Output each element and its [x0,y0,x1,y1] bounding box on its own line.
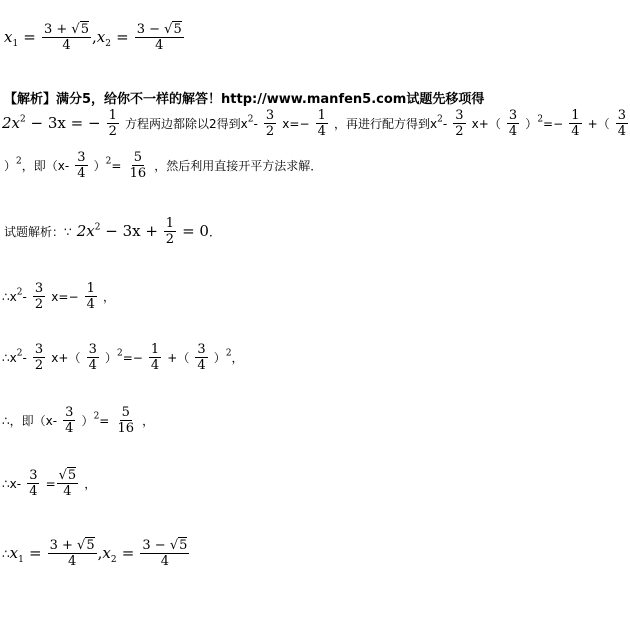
ji-text: ，即（x- [21,159,70,173]
final-num2: 3 − [142,538,170,553]
step1-minus: - [22,290,27,304]
b-den-3: 4 [77,166,86,181]
eq-end: = 0 [182,222,209,240]
s1-q-num: 1 [86,281,95,296]
f3-den-2: 2 [455,124,464,139]
s4-b-den: 4 [29,484,38,499]
step4-three-quarters [27,468,39,499]
half-num: 1 [108,108,117,123]
step2-tail: ， [231,351,244,365]
final-num1: 3 + [49,538,78,553]
s2-f3-num: 3 [34,342,44,357]
step3-three-quarters [63,405,75,436]
therefore-symbol-4: ∴ [2,477,10,491]
therefore-symbol-5: ∴ [2,547,10,561]
top-solution [4,22,185,53]
lhs-rest: − 3x = − [25,114,101,132]
f3-num: 3 [265,108,275,123]
three-quarters-2 [616,108,628,139]
q-num-2: 1 [571,108,580,123]
step3-five-sixteenths [115,405,136,436]
step2-sq: 2 [116,348,123,359]
sup-3: 2 [105,156,112,167]
minus-2: - [442,117,448,131]
step3-tail: ， [142,414,155,428]
lhs: 2x [2,114,21,132]
x1-fraction [42,22,91,53]
s2-b-num: 3 [88,342,97,357]
b-den: 4 [508,124,518,139]
s3-b-den: 4 [65,421,74,436]
three-halves-2 [453,108,465,139]
therefore-symbol: ∴ [2,290,10,304]
final-x1-fraction [48,538,97,569]
step1-sup: 2 [16,287,23,298]
quarter [316,108,328,139]
s2-b-num-2: 3 [197,342,206,357]
comma: , [91,28,97,46]
q-den-2: 4 [571,124,580,139]
final-eq-2: = [121,544,135,562]
b-num-3: 3 [77,150,86,165]
final-eq: = [28,544,42,562]
x2-radicand: 5 [173,22,182,37]
step4-tail: ， [84,477,97,491]
step3-close: ） [81,414,94,428]
half-num-2: 1 [165,216,174,231]
final-rad1: 5 [86,538,95,553]
step4-eq: = [45,477,56,491]
plus-paren: +（ [587,117,610,131]
final-x1-sub: 1 [18,555,24,566]
three-halves [264,108,276,139]
s2-b-den-2: 4 [197,358,206,373]
half-den: 2 [108,124,117,139]
sqrt-icon-4: √5 [77,538,95,553]
x2-num-prefix: 3 − [136,22,165,37]
step1-x: x [9,290,17,304]
x1-num-prefix: 3 + [43,22,72,37]
x-sup: 2 [247,114,254,125]
step3-open: ，即（x- [9,414,58,428]
step2-x: x [9,351,17,365]
final-den2: 4 [160,554,170,569]
step2-close: ） [104,351,117,365]
solution-step-3 [2,405,154,436]
s4-b-num: 3 [29,468,38,483]
x-plus: x+（ [471,117,501,131]
step2-three-quarters [87,342,99,373]
x1-sub: 1 [12,39,19,50]
x1-den: 4 [62,38,71,53]
final-x1: x [9,544,19,562]
because-symbol: ∵ [64,225,72,239]
q-den: 4 [317,124,326,139]
eq-main: 2x [76,222,95,240]
half-den-2: 2 [165,232,174,247]
b-num: 3 [508,108,518,123]
step2-eq-minus: =− [122,351,143,365]
analysis-line-1 [2,108,629,139]
step2-quarter [149,342,161,373]
therefore-symbol-3: ∴ [2,414,10,428]
step2-sq-2: 2 [225,348,232,359]
step4-sqrt-fraction [57,468,79,499]
s2-q-den: 4 [150,358,160,373]
step3-eq: = [99,414,110,428]
f3-den: 2 [265,124,275,139]
step2-sup: 2 [16,348,23,359]
final-comma: , [97,544,103,562]
q-num: 1 [317,108,326,123]
final-x2-fraction [140,538,189,569]
s3-b-num: 3 [65,405,74,420]
solution-step-4 [2,468,96,499]
sup-2: 2 [16,156,22,167]
b-den-2: 4 [617,124,627,139]
quarter-2 [569,108,581,139]
s4-den: 4 [63,484,72,499]
half-fraction [107,108,119,139]
final-x2-sub: 2 [110,555,117,566]
sqrt-icon-3: √5 [58,468,77,483]
analysis-header: 【解析】满分5，给你不一样的解答！http://www.manfen5.com试题先移项得 [4,92,485,107]
tail-text: ，然后利用直接开平方法求解． [154,159,323,173]
solution-step-1 [2,281,115,312]
step3-sup: 2 [93,411,100,422]
step4-minus: - [16,477,22,491]
b-num-2: 3 [617,108,627,123]
step2-three-halves [33,342,45,373]
minus: - [253,117,258,131]
step1-tail: ， [102,290,115,304]
eq-minus: =− [543,117,564,131]
eq-sign: = [23,28,36,46]
s1-f3-num: 3 [34,281,44,296]
sqrt-icon-2: √5 [164,22,182,37]
step2-plus-paren: +（ [167,351,190,365]
eq-mid: − 3x + [100,222,163,240]
therefore-symbol-2: ∴ [2,351,10,365]
eq-sign-2: = [116,28,129,46]
eq-2: = [111,159,122,173]
x-sup-2: 2 [437,114,443,125]
x2-var: x [96,28,106,46]
three-quarters [507,108,519,139]
s1-f3-den: 2 [34,297,44,312]
half-fraction-2 [164,216,176,247]
f3-num-2: 3 [455,108,464,123]
close-paren-3: ） [93,159,106,173]
step2-xplus: x+（ [51,351,81,365]
sq-sup: 2 [537,114,544,125]
sqrt-icon: √5 [71,22,89,37]
step2-minus: - [22,351,27,365]
s1-q-den: 4 [86,297,95,312]
final-x2: x [102,544,111,562]
sqrt-icon-5: √5 [169,538,188,553]
step1-quarter [85,281,97,312]
f-den: 16 [129,166,147,181]
s2-f3-den: 2 [34,358,44,373]
x1-radicand: 5 [80,22,89,37]
x2-den: 4 [155,38,164,53]
x-eq: x=− [282,117,310,131]
s4-radicand: 5 [67,468,77,483]
s2-b-den: 4 [88,358,97,373]
final-rad2: 5 [179,538,188,553]
text-complete: ，再进行配方得到 [333,117,430,131]
x2-fraction [135,22,184,53]
x1-var: x [4,28,13,46]
text-divide: 方程两边都除以2得到 [125,117,241,131]
step2-close-2: ） [213,351,226,365]
x-var: x [240,117,248,131]
close-paren-2: ） [4,159,17,173]
step4-x: x [9,477,17,491]
solution-line-0 [4,216,221,247]
close-paren: ） [525,117,538,131]
f-num: 5 [133,150,142,165]
five-sixteenths [128,150,149,181]
three-quarters-3 [75,150,87,181]
s3-f-num: 5 [121,405,130,420]
x-var-2: x [430,117,438,131]
analysis-line-2 [4,150,322,181]
final-solution [2,538,190,569]
s3-f-den: 16 [117,421,134,436]
eq-sup: 2 [94,222,101,233]
solution-step-2 [2,342,244,373]
step1-x-eq: x=− [51,290,79,304]
step2-three-quarters-2 [195,342,207,373]
final-den1: 4 [67,554,77,569]
period: ． [208,225,221,239]
x2-sub: 2 [105,39,111,50]
step1-three-halves [33,281,45,312]
solution-label: 试题解析： [4,225,65,239]
s2-q-num: 1 [150,342,160,357]
lhs-sup: 2 [20,114,26,125]
